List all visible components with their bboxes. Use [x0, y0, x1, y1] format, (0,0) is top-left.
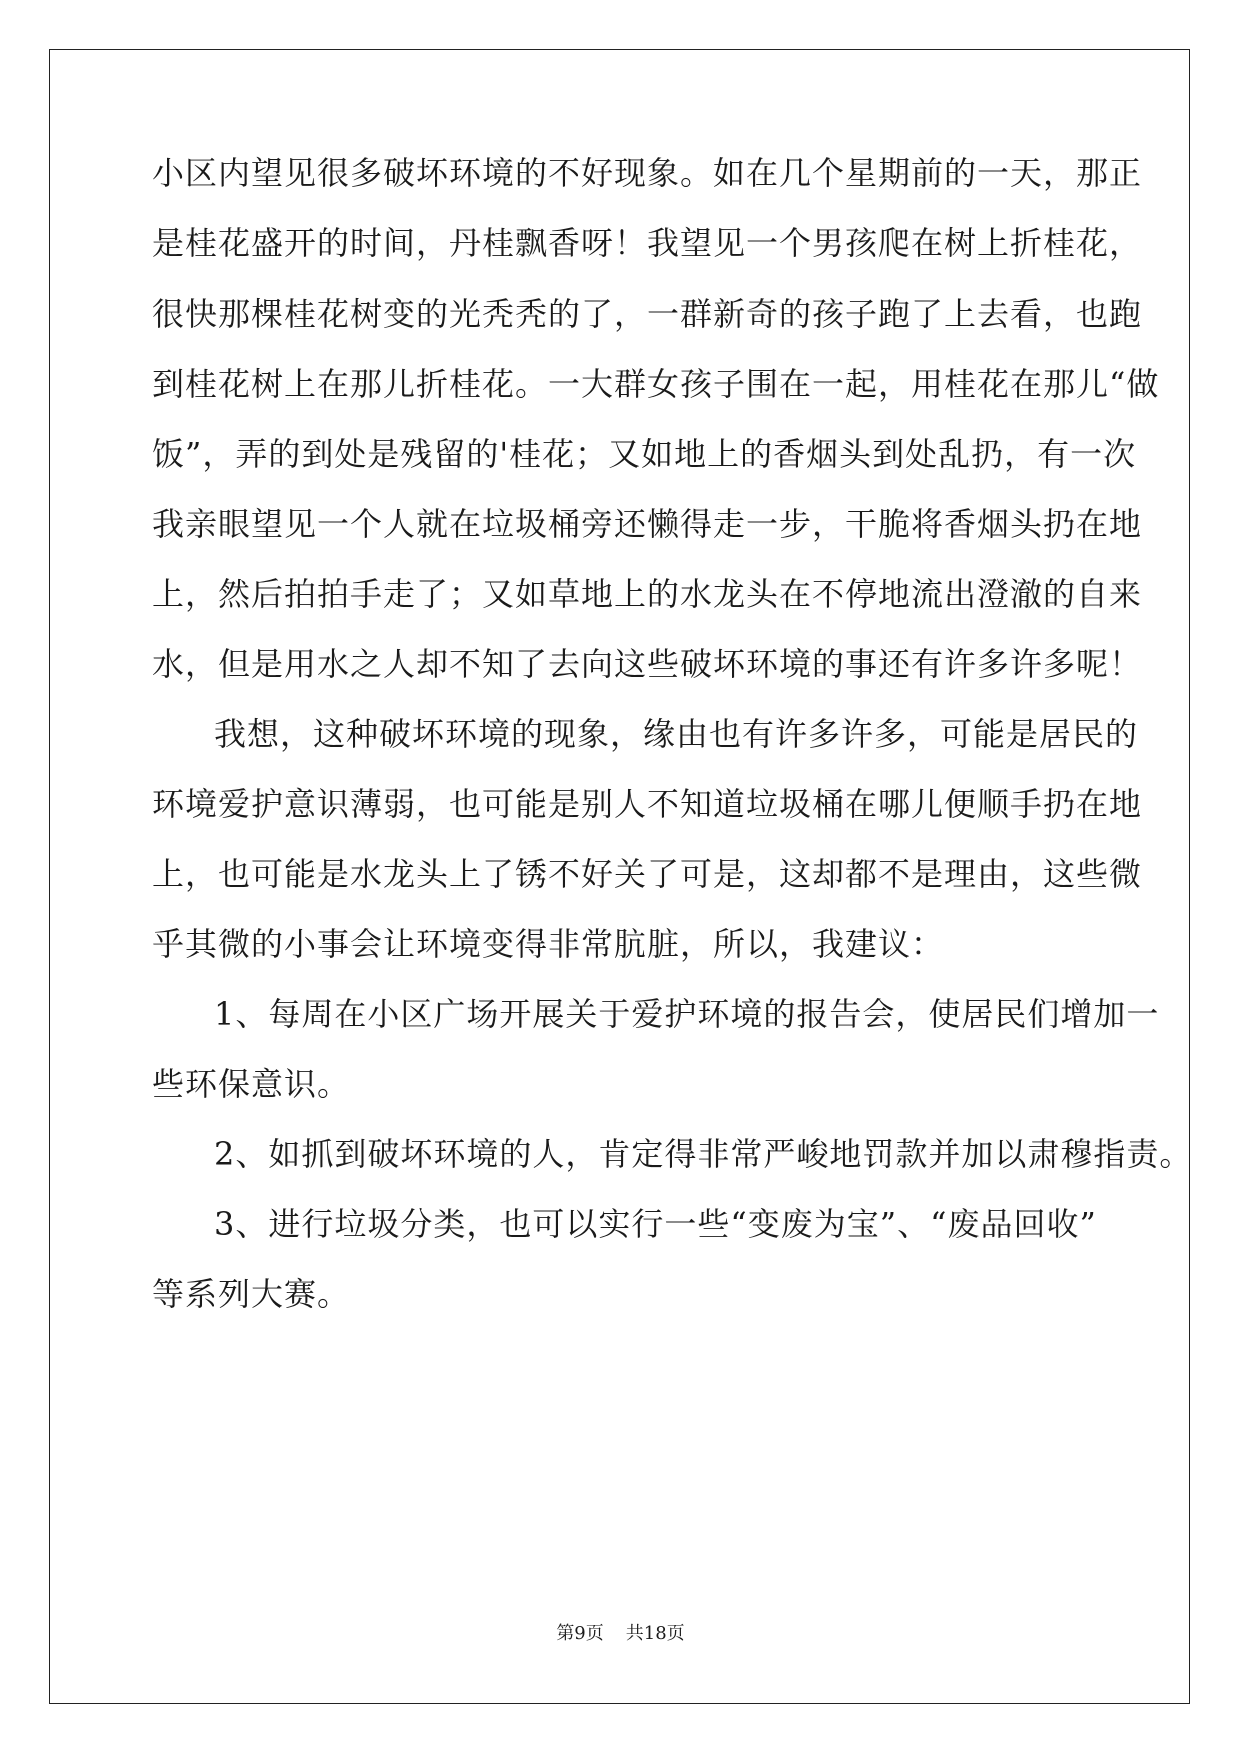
- paragraph-5-line-1: 3、进行垃圾分类，也可以实行一些“变废为宝”、“废品回收”: [214, 1205, 1097, 1243]
- paragraph-3-line-1: 1、每周在小区广场开展关于爱护环境的报告会，使居民们增加一: [214, 995, 1160, 1033]
- paragraph-1-line-5: 饭”，弄的到处是残留的'桂花；又如地上的香烟头到处乱扔，有一次: [152, 435, 1137, 473]
- paragraph-5-line-2: 等系列大赛。: [152, 1275, 351, 1313]
- page-number: 第9页: [556, 1623, 604, 1644]
- paragraph-2-line-4: 乎其微的小事会让环境变得非常肮脏，所以，我建议：: [152, 925, 945, 963]
- page-total: 共18页: [625, 1623, 685, 1644]
- paragraph-4-line-1: 2、如抓到破坏环境的人，肯定得非常严峻地罚款并加以肃穆指责。: [214, 1135, 1193, 1173]
- paragraph-1-line-2: 是桂花盛开的时间，丹桂飘香呀！我望见一个男孩爬在树上折桂花，: [152, 224, 1143, 262]
- paragraph-1-line-1: 小区内望见很多破坏环境的不好现象。如在几个星期前的一天，那正: [152, 154, 1143, 192]
- paragraph-2-line-3: 上，也可能是水龙头上了锈不好关了可是，这却都不是理由，这些微: [152, 855, 1143, 893]
- paragraph-1-line-7: 上，然后拍拍手走了；又如草地上的水龙头在不停地流出澄澈的自来: [152, 575, 1143, 613]
- paragraph-2-line-1: 我想，这种破坏环境的现象，缘由也有许多许多，可能是居民的: [214, 715, 1139, 753]
- paragraph-3-line-2: 些环保意识。: [152, 1065, 351, 1103]
- paragraph-1-line-4: 到桂花树上在那儿折桂花。一大群女孩子围在一起，用桂花在那儿“做: [152, 365, 1160, 403]
- paragraph-1-line-6: 我亲眼望见一个人就在垃圾桶旁还懒得走一步，干脆将香烟头扔在地: [152, 505, 1143, 543]
- paragraph-1-line-3: 很快那棵桂花树变的光秃秃的了，一群新奇的孩子跑了上去看，也跑: [152, 295, 1143, 333]
- paragraph-2-line-2: 环境爱护意识薄弱，也可能是别人不知道垃圾桶在哪儿便顺手扔在地: [152, 785, 1143, 823]
- page-footer: [0, 1622, 1241, 1646]
- paragraph-1-line-8: 水，但是用水之人却不知了去向这些破坏环境的事还有许多许多呢！: [152, 645, 1143, 683]
